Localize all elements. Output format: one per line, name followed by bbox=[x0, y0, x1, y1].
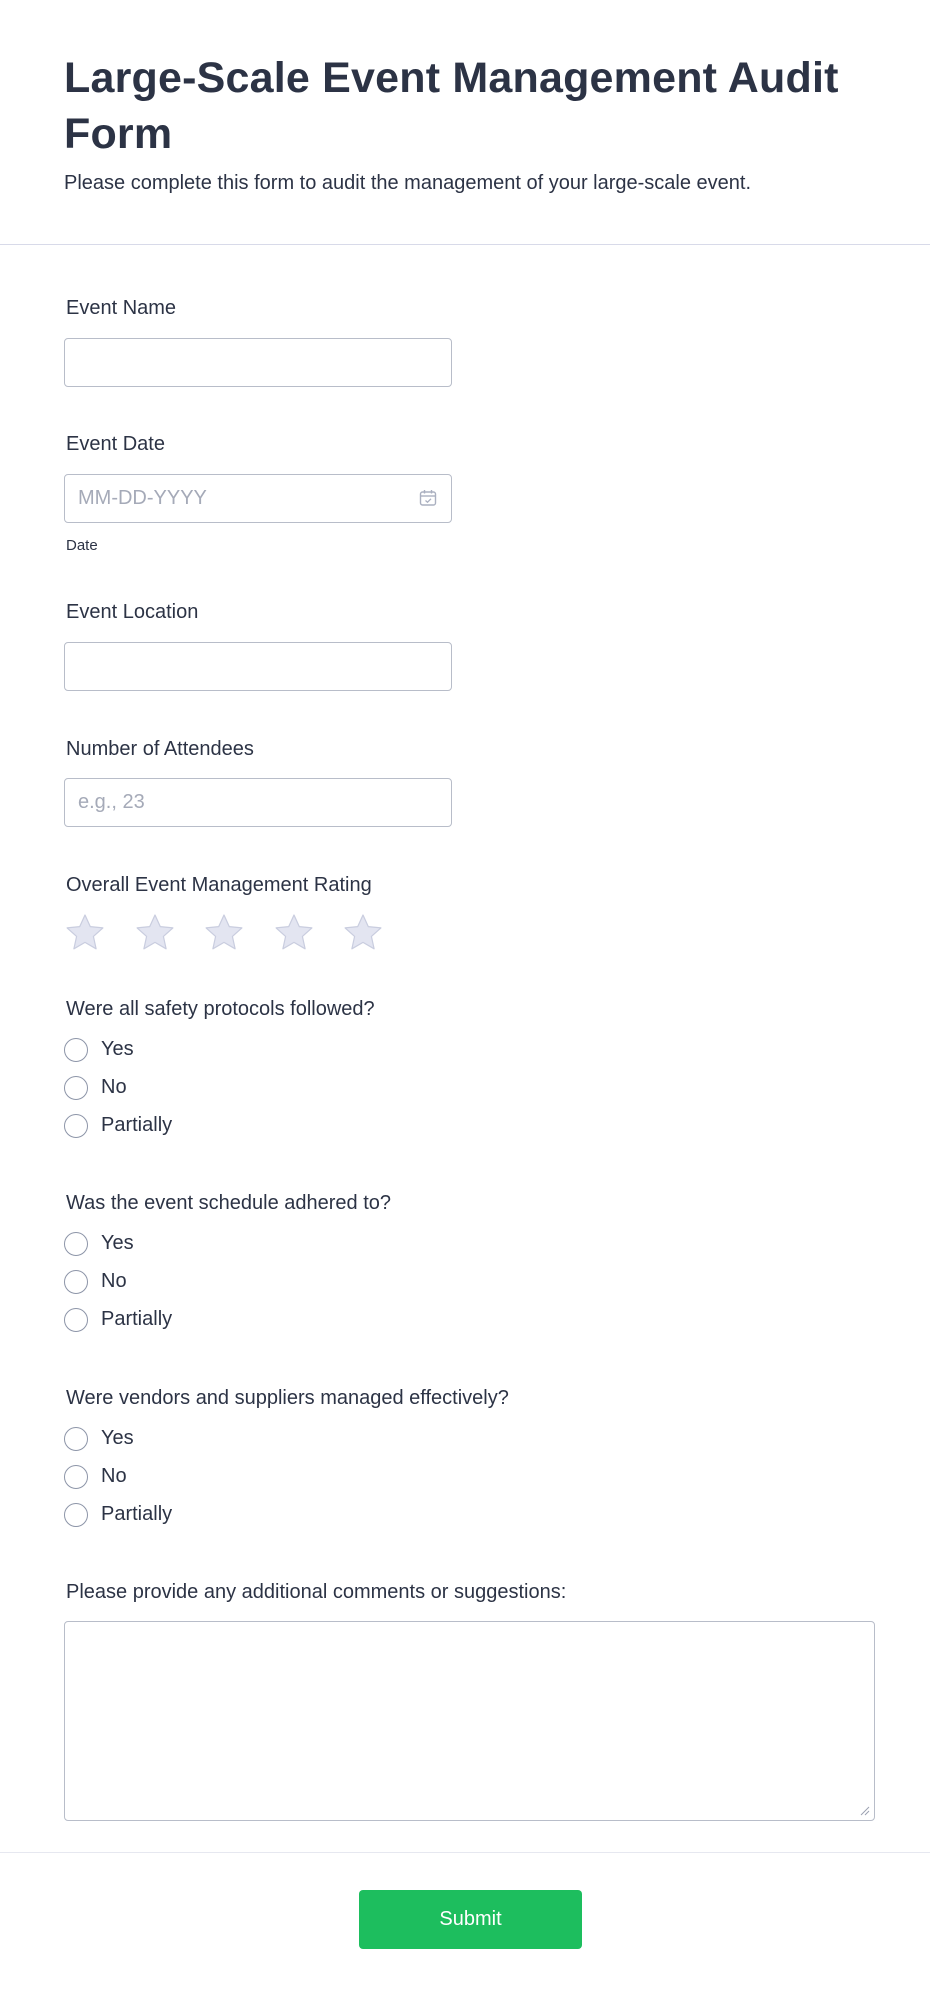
safety-label: Were all safety protocols followed? bbox=[66, 998, 375, 1020]
safety-option-partially[interactable] bbox=[64, 1107, 364, 1145]
header-divider bbox=[0, 244, 930, 245]
schedule-label: Was the event schedule adhered to? bbox=[66, 1192, 392, 1214]
event-date-field bbox=[64, 474, 452, 523]
radio-label: Yes bbox=[101, 1038, 134, 1060]
radio-label: No bbox=[101, 1270, 127, 1292]
attendees-label: Number of Attendees bbox=[66, 738, 254, 760]
event-location-label: Event Location bbox=[66, 601, 199, 623]
radio-button[interactable] bbox=[64, 1308, 88, 1332]
radio-label: Partially bbox=[101, 1114, 173, 1136]
vendors-radio-group bbox=[64, 1420, 364, 1534]
vendors-option-partially[interactable] bbox=[64, 1496, 364, 1534]
radio-button[interactable] bbox=[64, 1232, 88, 1256]
schedule-option-no[interactable] bbox=[64, 1263, 364, 1301]
star-icon[interactable] bbox=[273, 912, 315, 954]
schedule-option-yes[interactable] bbox=[64, 1225, 364, 1263]
star-icon[interactable] bbox=[134, 912, 176, 954]
radio-button[interactable] bbox=[64, 1038, 88, 1062]
radio-button[interactable] bbox=[64, 1076, 88, 1100]
event-date-label: Event Date bbox=[66, 433, 165, 455]
radio-label: Yes bbox=[101, 1232, 134, 1254]
radio-label: Partially bbox=[101, 1308, 173, 1330]
radio-button[interactable] bbox=[64, 1465, 88, 1489]
star-icon[interactable] bbox=[203, 912, 245, 954]
radio-button[interactable] bbox=[64, 1427, 88, 1451]
form-title: Large-Scale Event Management Audit Form bbox=[64, 54, 839, 158]
schedule-option-partially[interactable] bbox=[64, 1301, 364, 1339]
star-icon[interactable] bbox=[342, 912, 384, 954]
event-name-input[interactable] bbox=[64, 338, 452, 387]
safety-radio-group bbox=[64, 1031, 364, 1145]
rating-label: Overall Event Management Rating bbox=[66, 874, 372, 896]
event-date-sublabel: Date bbox=[66, 537, 98, 554]
vendors-label: Were vendors and suppliers managed effectively? bbox=[66, 1387, 509, 1409]
safety-option-yes[interactable] bbox=[64, 1031, 364, 1069]
schedule-radio-group bbox=[64, 1225, 364, 1339]
radio-button[interactable] bbox=[64, 1503, 88, 1527]
attendees-input[interactable] bbox=[64, 778, 452, 827]
comments-textarea[interactable] bbox=[64, 1621, 875, 1821]
radio-label: No bbox=[101, 1076, 127, 1098]
submit-button[interactable]: Submit bbox=[359, 1890, 582, 1949]
calendar-icon[interactable] bbox=[418, 488, 438, 508]
radio-button[interactable] bbox=[64, 1270, 88, 1294]
safety-option-no[interactable] bbox=[64, 1069, 364, 1107]
event-date-input[interactable] bbox=[64, 474, 452, 523]
resize-grip-icon[interactable] bbox=[860, 1806, 870, 1816]
radio-label: No bbox=[101, 1465, 127, 1487]
star-icon[interactable] bbox=[64, 912, 106, 954]
vendors-option-no[interactable] bbox=[64, 1458, 364, 1496]
footer-divider bbox=[0, 1852, 930, 1853]
vendors-option-yes[interactable] bbox=[64, 1420, 364, 1458]
radio-label: Yes bbox=[101, 1427, 134, 1449]
form-subtitle: Please complete this form to audit the management of your large-scale event. bbox=[64, 172, 752, 194]
comments-label: Please provide any additional comments or suggestions: bbox=[66, 1581, 567, 1603]
form-header bbox=[64, 50, 864, 196]
radio-label: Partially bbox=[101, 1503, 173, 1525]
radio-button[interactable] bbox=[64, 1114, 88, 1138]
event-location-input[interactable] bbox=[64, 642, 452, 691]
event-name-label: Event Name bbox=[66, 297, 177, 319]
